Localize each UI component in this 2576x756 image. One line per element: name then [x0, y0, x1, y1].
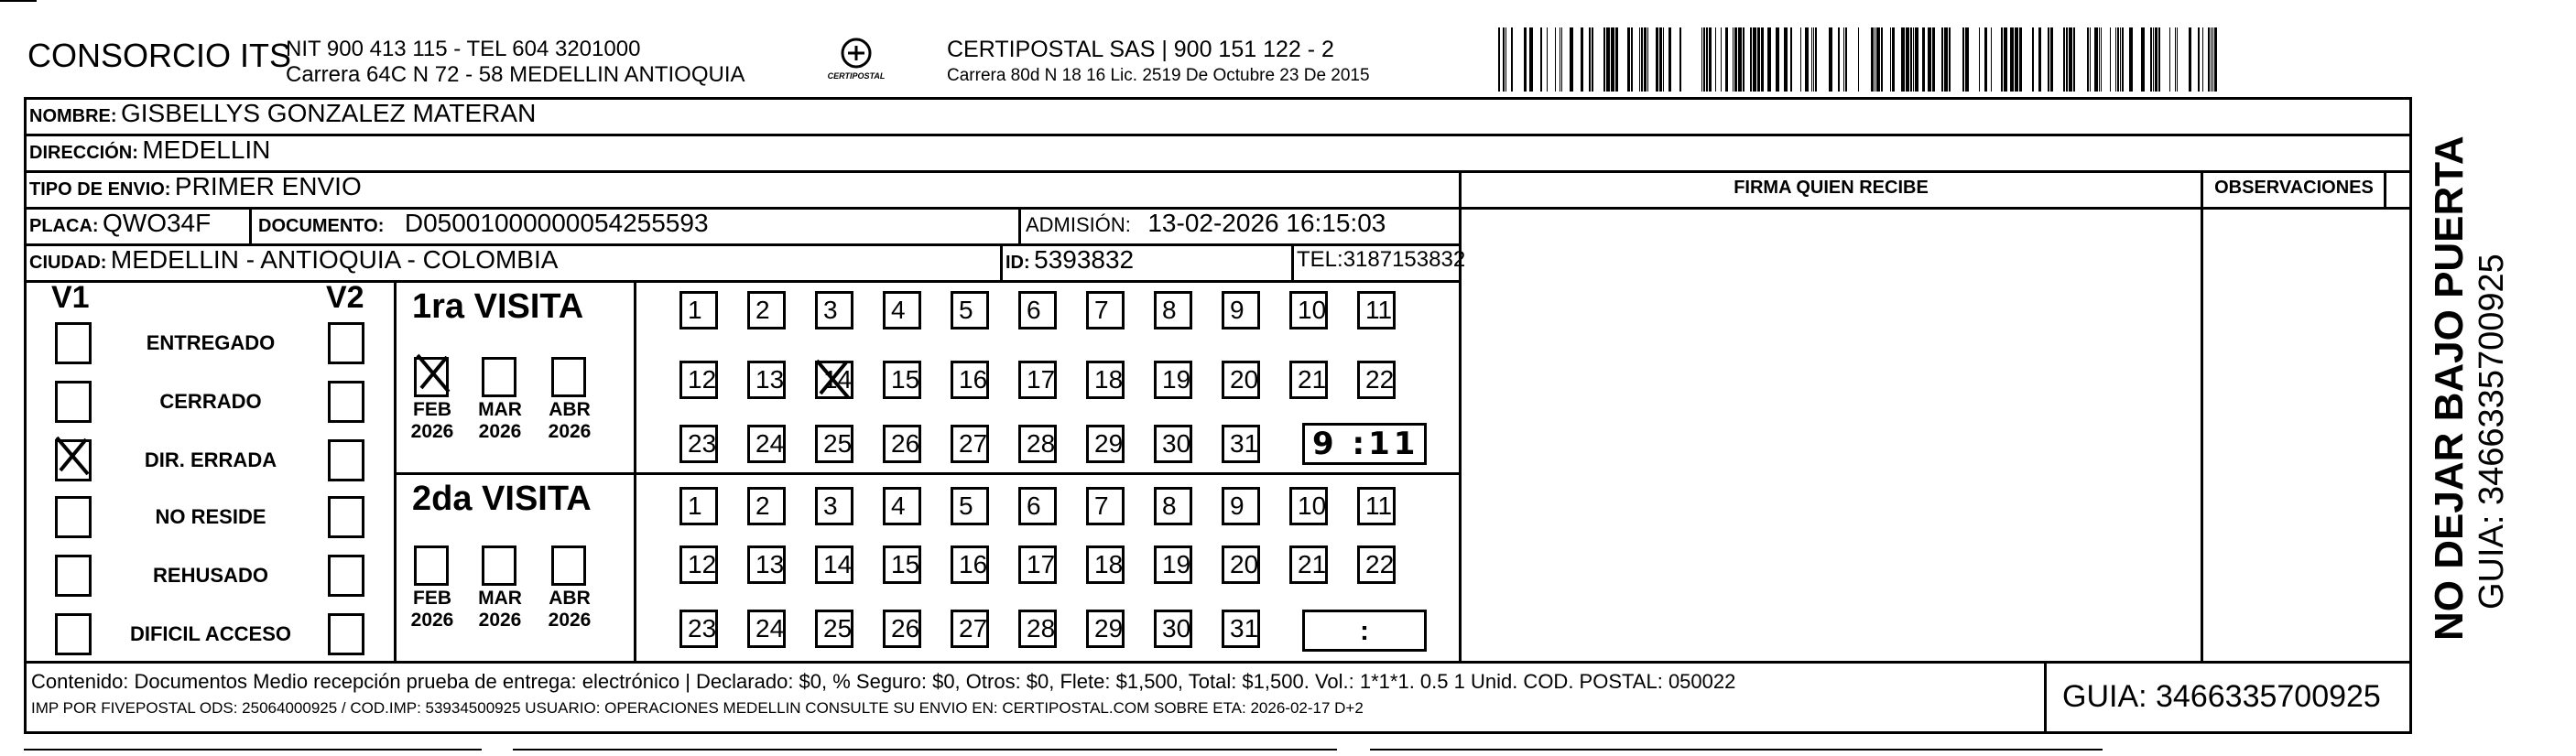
tipo-envio-label: TIPO DE ENVIO: [29, 179, 171, 200]
v1-checkbox[interactable] [55, 322, 92, 364]
day-box[interactable]: 19 [1154, 361, 1192, 399]
direccion-field [29, 135, 270, 165]
month-year: 2026 [478, 610, 522, 631]
logo-text: CERTIPOSTAL [827, 71, 886, 81]
day-box[interactable]: 19 [1154, 545, 1192, 584]
company-name: CONSORCIO ITS [27, 37, 292, 74]
day-box[interactable]: 4 [883, 291, 921, 329]
month-year: 2026 [548, 610, 592, 631]
day-box[interactable]: 12 [679, 361, 718, 399]
status-label: DIFICIL ACCESO [129, 622, 291, 645]
day-box[interactable]: 29 [1086, 425, 1125, 463]
visit2-time-value: : [1360, 616, 1369, 646]
tel-value: 3187153832 [1342, 247, 1466, 272]
day-box[interactable]: 10 [1289, 291, 1328, 329]
day-box[interactable]: 17 [1018, 545, 1057, 584]
day-box[interactable]: 18 [1086, 361, 1125, 399]
visit2-title: 2da VISITA [412, 480, 592, 518]
status-label: ENTREGADO [146, 331, 276, 354]
day-box[interactable]: 23 [679, 610, 718, 648]
v1-checkbox[interactable] [55, 496, 92, 538]
handwritten-check-mark [412, 351, 454, 397]
day-box[interactable]: 30 [1154, 425, 1192, 463]
day-box[interactable]: 24 [747, 425, 786, 463]
nombre-field [29, 99, 536, 128]
day-box[interactable]: 1 [679, 487, 718, 525]
day-box[interactable]: 2 [747, 487, 786, 525]
day-box[interactable]: 27 [951, 610, 989, 648]
day-box[interactable]: 1 [679, 291, 718, 329]
month-checkbox[interactable] [551, 357, 586, 397]
day-box[interactable]: 18 [1086, 545, 1125, 584]
day-box[interactable]: 21 [1289, 361, 1328, 399]
id-field [1005, 245, 1134, 275]
admision-value: 13-02-2026 16:15:03 [1147, 209, 1386, 237]
documento-label: DOCUMENTO: [258, 216, 385, 236]
day-box[interactable]: 15 [883, 545, 921, 584]
day-box[interactable]: 22 [1357, 361, 1396, 399]
direccion-value: MEDELLIN [142, 135, 271, 164]
day-box[interactable]: 20 [1222, 361, 1260, 399]
day-box[interactable]: 12 [679, 545, 718, 584]
ciudad-field [29, 245, 558, 275]
v2-header: V2 [326, 280, 364, 315]
admision-field [1026, 209, 1386, 238]
month-checkbox[interactable] [551, 545, 586, 586]
documento-value: D05001000000054255593 [404, 209, 709, 237]
placa-field [29, 209, 211, 238]
v1-checkbox[interactable] [55, 613, 92, 655]
day-box[interactable]: 8 [1154, 291, 1192, 329]
day-box[interactable]: 25 [815, 610, 853, 648]
day-box[interactable]: 14 [815, 361, 853, 399]
barcode [1498, 27, 2222, 92]
day-box[interactable]: 9 [1222, 291, 1260, 329]
month-label: FEB [413, 588, 451, 609]
status-label: NO RESIDE [155, 505, 266, 528]
nombre-value: GISBELLYS GONZALEZ MATERAN [121, 99, 537, 127]
day-box[interactable]: 16 [951, 361, 989, 399]
side-guia: GUIA: 3466335700925 [2473, 254, 2511, 610]
day-box[interactable]: 3 [815, 487, 853, 525]
nombre-label: NOMBRE: [29, 106, 117, 126]
license-line: Carrera 80d N 18 16 Lic. 2519 De Octubre 23 De 2015 [947, 66, 1370, 85]
day-box[interactable]: 31 [1222, 610, 1260, 648]
certipostal-logo [824, 35, 888, 90]
day-box[interactable]: 10 [1289, 487, 1328, 525]
day-box[interactable]: 31 [1222, 425, 1260, 463]
month-label: ABR [549, 399, 591, 420]
id-label: ID: [1005, 253, 1030, 273]
day-box[interactable]: 15 [883, 361, 921, 399]
v2-checkbox[interactable] [328, 381, 364, 423]
ciudad-value: MEDELLIN - ANTIOQUIA - COLOMBIA [110, 245, 559, 274]
placa-label: PLACA: [29, 216, 99, 236]
day-box[interactable]: 17 [1018, 361, 1057, 399]
month-year: 2026 [478, 421, 522, 442]
observaciones-header: OBSERVACIONES [2214, 178, 2374, 198]
day-box[interactable]: 2 [747, 291, 786, 329]
day-box[interactable]: 11 [1357, 291, 1396, 329]
day-box[interactable]: 13 [747, 361, 786, 399]
v2-checkbox[interactable] [328, 496, 364, 538]
month-year: 2026 [410, 421, 454, 442]
nit-line: NIT 900 413 115 - TEL 604 3201000 [286, 37, 641, 61]
tel-label: TEL: [1297, 247, 1343, 272]
v2-checkbox[interactable] [328, 613, 364, 655]
v1-checkbox[interactable] [55, 381, 92, 423]
admision-label: ADMISIÓN: [1026, 213, 1131, 236]
v2-checkbox[interactable] [328, 322, 364, 364]
month-label: MAR [478, 399, 522, 420]
handwritten-check-mark [51, 434, 93, 480]
day-box[interactable]: 29 [1086, 610, 1125, 648]
id-value: 5393832 [1034, 245, 1135, 274]
handwritten-check-mark [811, 357, 853, 403]
v2-checkbox[interactable] [328, 439, 364, 481]
v2-checkbox[interactable] [328, 555, 364, 597]
day-box[interactable]: 20 [1222, 545, 1260, 584]
tipo-envio-field [29, 172, 362, 201]
month-year: 2026 [410, 610, 454, 631]
footer-line-1: Contenido: Documentos Medio recepción prueba de entrega: electrónico | Declarado: $0, % Seguro: $0, Otros: $0, Flete: $1,500, Total: $1,500. Vol.: 1*1*1. 0.5 1 Unid. COD. POSTAL: 050022 [31, 670, 1736, 693]
day-box[interactable]: 7 [1086, 487, 1125, 525]
day-box[interactable]: 5 [951, 291, 989, 329]
side-warning: NO DEJAR BAJO PUERTA [2427, 135, 2472, 641]
day-box[interactable]: 28 [1018, 425, 1057, 463]
day-box[interactable]: 4 [883, 487, 921, 525]
visit1-time-value: 9 :11 [1312, 426, 1419, 462]
v1-checkbox[interactable] [55, 555, 92, 597]
month-label: ABR [549, 588, 591, 609]
direccion-label: DIRECCIÓN: [29, 143, 138, 163]
day-box[interactable]: 26 [883, 610, 921, 648]
v1-header: V1 [51, 280, 90, 315]
firma-header: FIRMA QUIEN RECIBE [1734, 178, 1929, 198]
day-box[interactable]: 30 [1154, 610, 1192, 648]
status-label: CERRADO [159, 390, 262, 413]
day-box[interactable]: 6 [1018, 291, 1057, 329]
status-label: DIR. ERRADA [144, 448, 277, 471]
month-label: FEB [413, 399, 451, 420]
day-box[interactable]: 9 [1222, 487, 1260, 525]
tipo-envio-value: PRIMER ENVIO [174, 172, 362, 200]
day-box[interactable]: 6 [1018, 487, 1057, 525]
month-checkbox[interactable] [414, 545, 449, 586]
month-checkbox[interactable] [482, 357, 516, 397]
day-box[interactable]: 21 [1289, 545, 1328, 584]
tel-field [1297, 247, 1465, 273]
placa-value: QWO34F [103, 209, 212, 237]
month-year: 2026 [548, 421, 592, 442]
day-box[interactable]: 24 [747, 610, 786, 648]
day-box[interactable]: 27 [951, 425, 989, 463]
day-box[interactable]: 26 [883, 425, 921, 463]
day-box[interactable]: 8 [1154, 487, 1192, 525]
visit1-time-box[interactable] [1302, 423, 1427, 465]
day-box[interactable]: 28 [1018, 610, 1057, 648]
documento-field [258, 209, 709, 238]
day-box[interactable]: 25 [815, 425, 853, 463]
footer-line-2: IMP POR FIVEPOSTAL ODS: 25064000925 / COD.IMP: 53934500925 USUARIO: OPERACIONES MEDELLIN CONSULTE SU ENVIO EN: CERTIPOSTAL.COM SOBRE ETA: 2026-02-17 D+2 [31, 699, 1364, 717]
ciudad-label: CIUDAD: [29, 253, 107, 273]
visit2-time-box[interactable] [1302, 610, 1427, 652]
day-box[interactable]: 7 [1086, 291, 1125, 329]
day-box[interactable]: 16 [951, 545, 989, 584]
day-box[interactable]: 22 [1357, 545, 1396, 584]
month-checkbox[interactable] [482, 545, 516, 586]
day-box[interactable]: 3 [815, 291, 853, 329]
day-box[interactable]: 14 [815, 545, 853, 584]
footer-guia: GUIA: 3466335700925 [2062, 679, 2381, 714]
day-box[interactable]: 5 [951, 487, 989, 525]
month-label: MAR [478, 588, 522, 609]
address-line: Carrera 64C N 72 - 58 MEDELLIN ANTIOQUIA [286, 62, 745, 87]
day-box[interactable]: 23 [679, 425, 718, 463]
certipostal-line: CERTIPOSTAL SAS | 900 151 122 - 2 [947, 37, 1334, 62]
day-box[interactable]: 13 [747, 545, 786, 584]
status-label: REHUSADO [153, 564, 268, 587]
visit1-title: 1ra VISITA [412, 287, 584, 326]
day-box[interactable]: 11 [1357, 487, 1396, 525]
